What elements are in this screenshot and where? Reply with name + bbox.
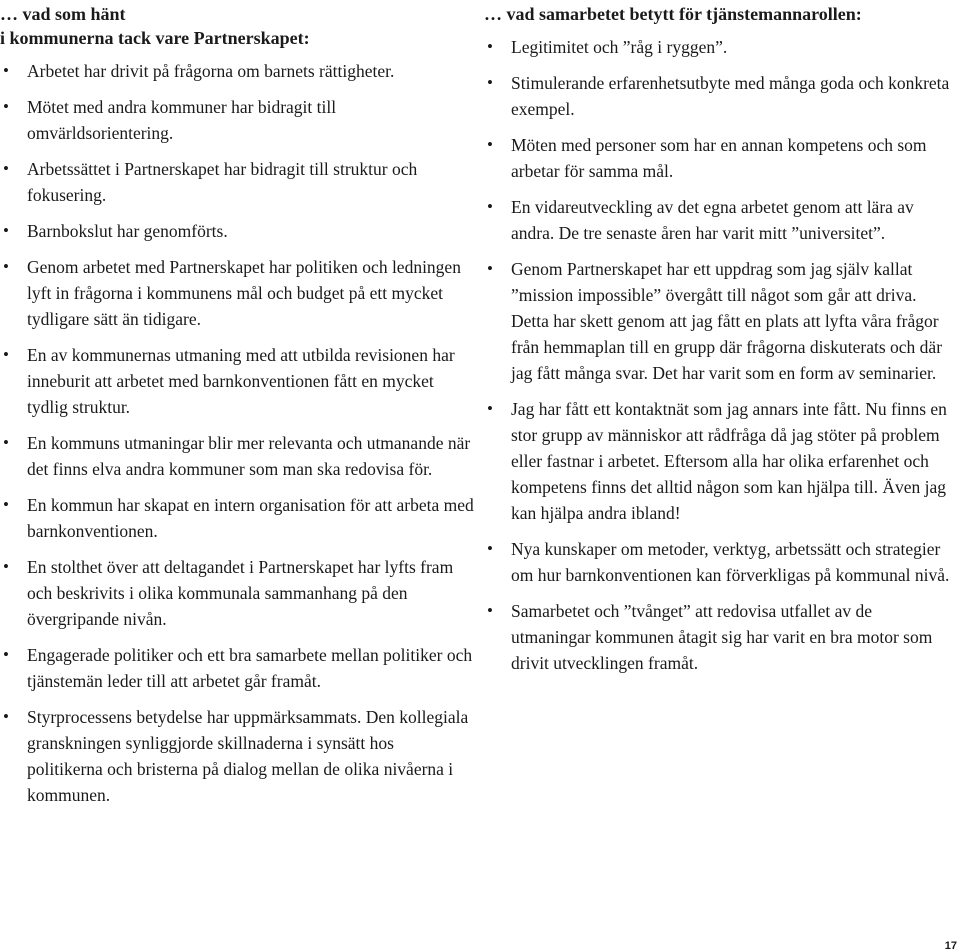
list-item: • Arbetssättet i Partnerskapet har bidragit till struktur och fokusering.: [0, 156, 474, 208]
list-item: • Legitimitet och ”råg i ryggen”.: [484, 34, 950, 60]
right-bullet-list: [484, 34, 950, 676]
list-item: • Nya kunskaper om metoder, verktyg, arbetssätt och strategier om hur barnkonventionen kan förverkligas på kommunal nivå.: [484, 536, 950, 588]
list-item: • Jag har fått ett kontaktnät som jag annars inte fått. Nu finns en stor grupp av människor att rådfråga då jag stöter på problem eller fastnar i arbetet. Eftersom alla har olika erfarenhet och kompetens finns det alltid någon som kan hjälpa till. Även jag kan hjälpa andra ibland!: [484, 396, 950, 526]
list-item: • Engagerade politiker och ett bra samarbete mellan politiker och tjänstemän leder till att arbetet går framåt.: [0, 642, 474, 694]
right-heading-line: … vad samarbetet betytt för tjänstemannarollen:: [484, 4, 862, 24]
right-heading: [484, 2, 950, 26]
list-item: • Möten med personer som har en annan kompetens och som arbetar för samma mål.: [484, 132, 950, 184]
list-item: • Genom arbetet med Partnerskapet har politiken och ledningen lyft in frågorna i kommunens mål och budget på ett mycket tydligare sätt än tidigare.: [0, 254, 474, 332]
left-heading: [0, 2, 474, 50]
list-item: • En kommuns utmaningar blir mer relevanta och utmanande när det finns elva andra kommuner som man ska redovisa för.: [0, 430, 474, 482]
list-item: • Samarbetet och ”tvånget” att redovisa utfallet av de utmaningar kommunen åtagit sig har varit en bra motor som drivit utvecklingen framåt.: [484, 598, 950, 676]
page-number: 17: [944, 940, 957, 952]
list-item: • En av kommunernas utmaning med att utbilda revisionen har inneburit att arbetet med barnkonventionen fått en mycket tydlig struktur.: [0, 342, 474, 420]
list-item: • Barnbokslut har genomförts.: [0, 218, 474, 244]
left-column: [0, 2, 474, 818]
list-item: • Stimulerande erfarenhetsutbyte med många goda och konkreta exempel.: [484, 70, 950, 122]
left-bullet-list: [0, 58, 474, 808]
right-column: [484, 2, 950, 686]
list-item: • Mötet med andra kommuner har bidragit till omvärldsorientering.: [0, 94, 474, 146]
left-heading-line-2: i kommunerna tack vare Partnerskapet:: [0, 28, 310, 48]
list-item: • Styrprocessens betydelse har uppmärksammats. Den kollegiala granskningen synliggjorde skillnaderna i synsätt hos politikerna och bristerna på dialog mellan de olika nivåerna i kommunen.: [0, 704, 474, 808]
list-item: • En kommun har skapat en intern organisation för att arbeta med barnkonventionen.: [0, 492, 474, 544]
list-item: • Genom Partnerskapet har ett uppdrag som jag själv kallat ”mission impossible” övergått till något som går att driva. Detta har skett genom att jag fått en plats att lyfta våra frågor från hemmaplan till en grupp där frågorna diskuterats och där jag fått många svar. Det har varit som en form av seminarier.: [484, 256, 950, 386]
list-item: • En vidareutveckling av det egna arbetet genom att lära av andra. De tre senaste åren har varit mitt ”universitet”.: [484, 194, 950, 246]
list-item: • En stolthet över att deltagandet i Partnerskapet har lyfts fram och beskrivits i olika kommunala sammanhang på den övergripande nivån.: [0, 554, 474, 632]
left-heading-line-1: … vad som hänt: [0, 4, 126, 24]
list-item: • Arbetet har drivit på frågorna om barnets rättigheter.: [0, 58, 474, 84]
